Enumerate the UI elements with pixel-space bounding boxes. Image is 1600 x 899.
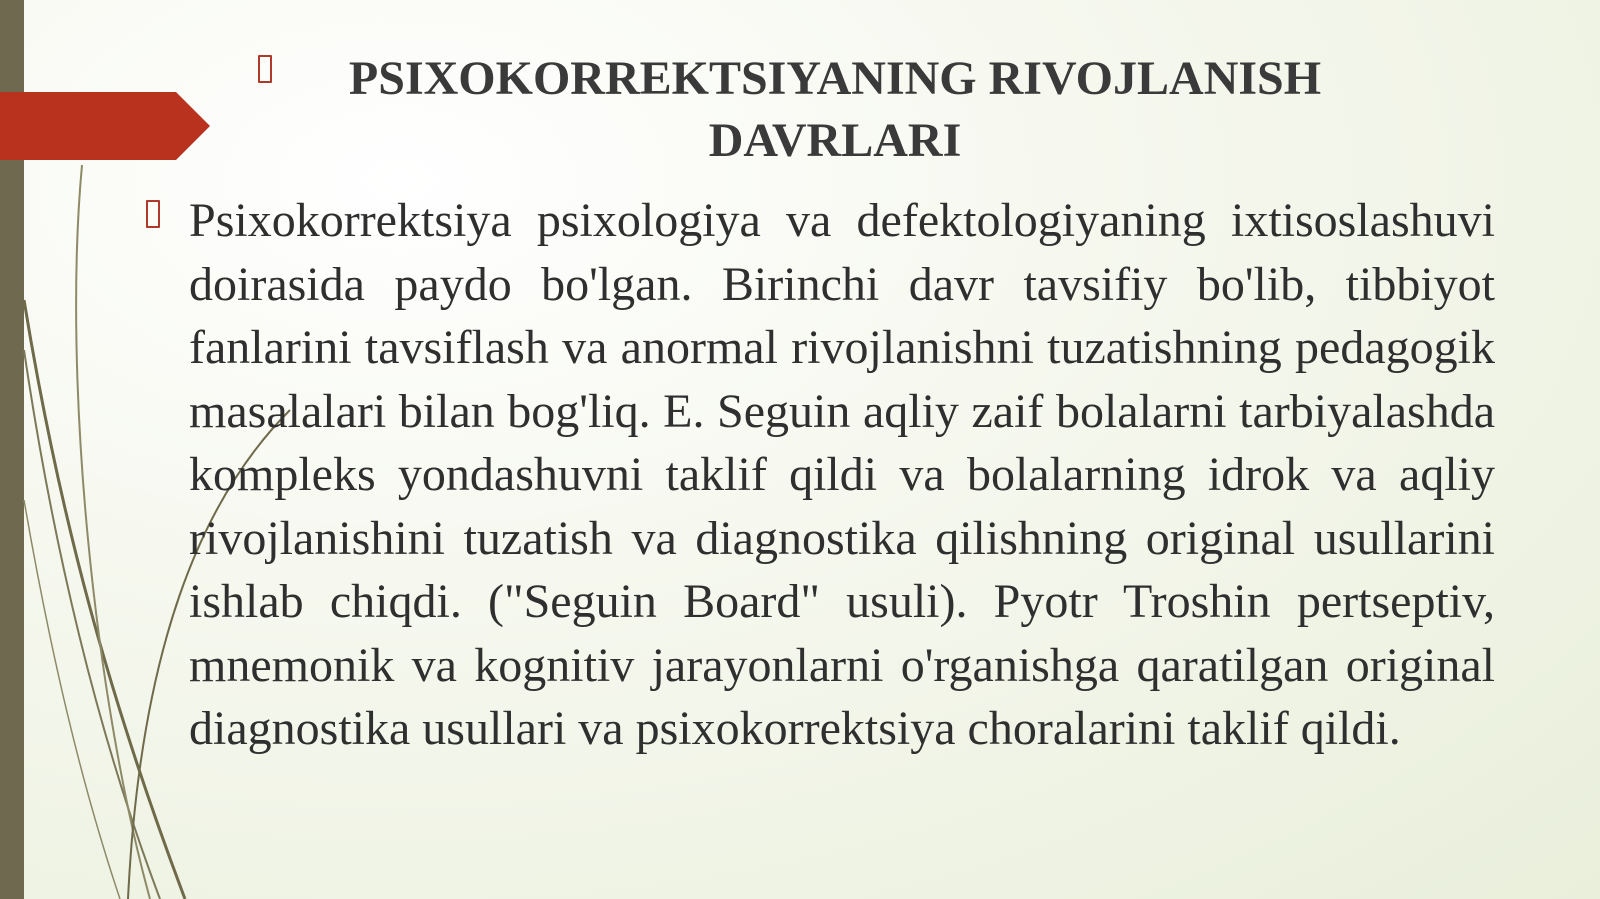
slide-body-text: Psixokorrektsiya psixologiya va defektologiyaning ixtisoslashuvi doirasida paydo bo'lgan. Birinchi davr tavsifiy bo'lib, tibbiyot fanlarini tavsiflash va anormal rivojlanishni tuzatishning pedagogik masalalari bilan bog'liq. E. Seguin aqliy zaif bolalarni tarbiyalashda kompleks yondashuvni taklif qildi va bolalarning idrok va aqliy rivojlanishini tuzatish va diagnostika qilishning original usullarini ishlab chiqdi. ("Seguin Board" usuli). Pyotr Troshin pertseptiv, mnemonik va kognitiv jarayonlarni o'rganishga qaratilgan original diagnostika usullari va psixokorrektsiya choralarini taklif qildi. — [189, 194, 1495, 755]
slide-title: PSIXOKORREKTSIYANING RIVOJLANISH DAVRLARI — [348, 52, 1322, 167]
accent-arrow-tab — [0, 92, 210, 160]
body-bullet-icon — [146, 200, 160, 228]
